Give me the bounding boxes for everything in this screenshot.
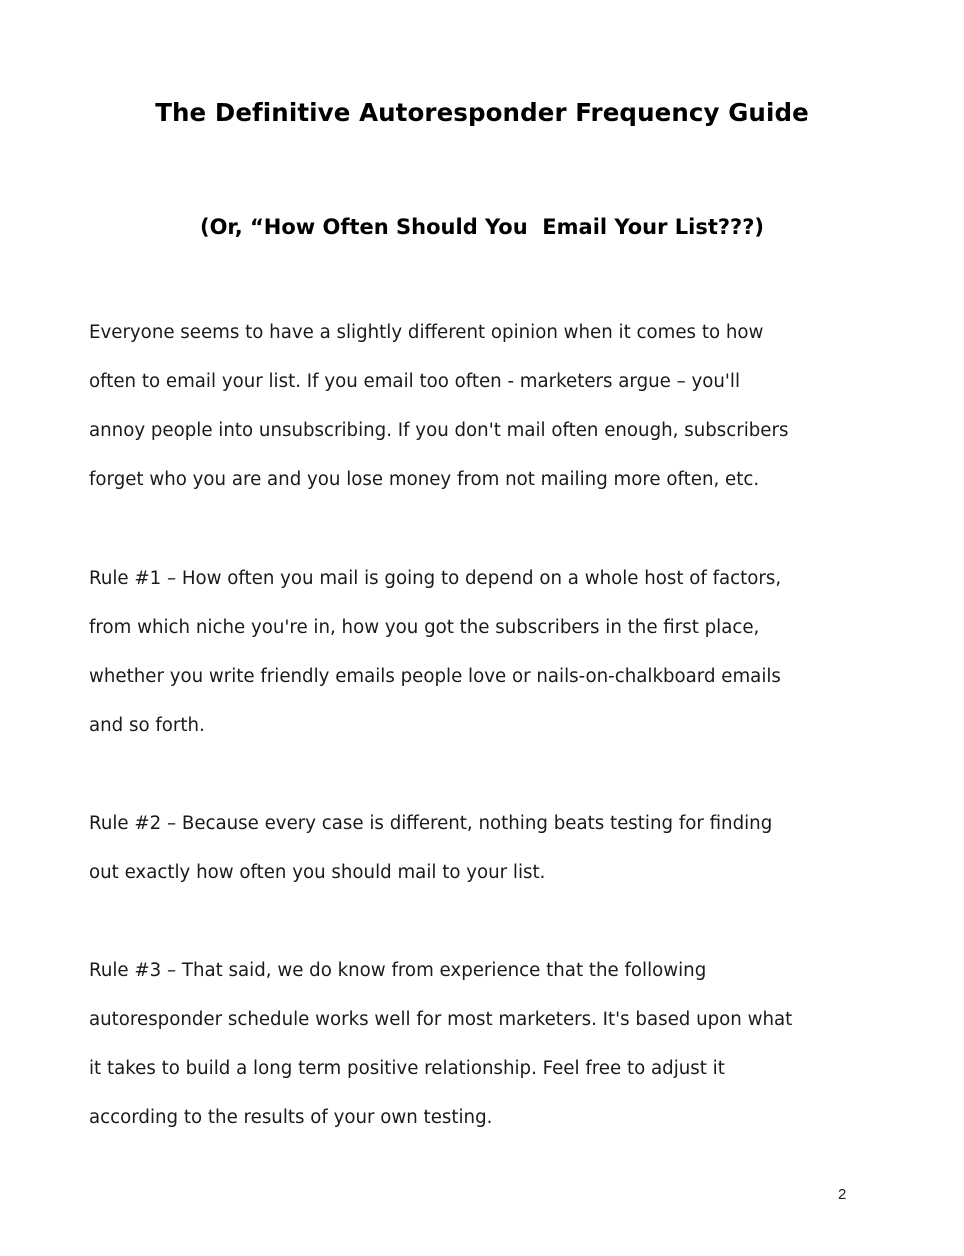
paragraph-rule-3	[89, 946, 889, 1142]
text-line: forget who you are and you lose money from not mailing more often, etc.	[89, 469, 760, 490]
paragraph-intro	[89, 308, 889, 504]
text-line: Rule #1 – How often you mail is going to depend on a whole host of factors,	[89, 568, 782, 589]
page-number: 2	[838, 1186, 847, 1203]
text-line: according to the results of your own testing.	[89, 1107, 493, 1128]
page-subtitle: (Or, “How Often Should You Email Your List???)	[199, 215, 765, 239]
text-line: and so forth.	[89, 715, 205, 736]
page-title: The Definitive Autoresponder Frequency Guide	[155, 98, 809, 127]
text-line: autoresponder schedule works well for most marketers. It's based upon what	[89, 1009, 793, 1030]
paragraph-rule-2	[89, 799, 889, 897]
text-line: out exactly how often you should mail to your list.	[89, 862, 546, 883]
text-line: Everyone seems to have a slightly different opinion when it comes to how	[89, 322, 764, 343]
text-line: often to email your list. If you email too often - marketers argue – you'll	[89, 371, 741, 392]
paragraph-rule-1	[89, 554, 889, 750]
text-line: Rule #2 – Because every case is different, nothing beats testing for finding	[89, 813, 773, 834]
text-line: Rule #3 – That said, we do know from experience that the following	[89, 960, 707, 981]
text-line: from which niche you're in, how you got the subscribers in the first place,	[89, 617, 760, 638]
text-line: it takes to build a long term positive relationship. Feel free to adjust it	[89, 1058, 725, 1079]
text-line: whether you write friendly emails people love or nails-on-chalkboard emails	[89, 666, 781, 687]
text-line: annoy people into unsubscribing. If you don't mail often enough, subscribers	[89, 420, 789, 441]
